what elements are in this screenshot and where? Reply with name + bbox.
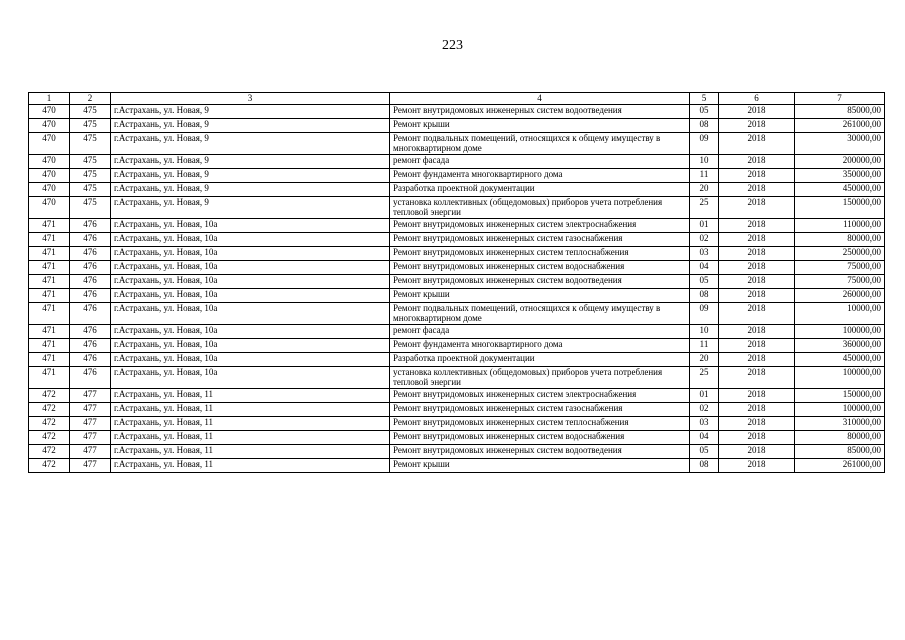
table-row [29,218,885,232]
cell-year: 2018 [719,416,795,430]
cell-year: 2018 [719,458,795,472]
table-row [29,444,885,458]
cell-work-type: Ремонт крыши [390,288,690,302]
cell-house-id: 476 [70,324,111,338]
table-row [29,182,885,196]
cell-cost: 100000,00 [795,324,885,338]
cell-work-type: Ремонт внутридомовых инженерных систем водоотведения [390,444,690,458]
cell-address: г.Астрахань, ул. Новая, 10а [111,288,390,302]
cell-year: 2018 [719,352,795,366]
cell-address: г.Астрахань, ул. Новая, 11 [111,444,390,458]
cell-address: г.Астрахань, ул. Новая, 10а [111,246,390,260]
cell-work-code: 05 [690,104,719,118]
cell-work-code: 02 [690,232,719,246]
table-row [29,402,885,416]
cell-number: 472 [29,444,70,458]
table-body [29,104,885,472]
cell-cost: 100000,00 [795,366,885,388]
cell-address: г.Астрахань, ул. Новая, 9 [111,196,390,218]
cell-work-type: Ремонт внутридомовых инженерных систем электроснабжения [390,218,690,232]
cell-work-type: Ремонт внутридомовых инженерных систем водоотведения [390,104,690,118]
cell-house-id: 476 [70,302,111,324]
cell-cost: 310000,00 [795,416,885,430]
cell-house-id: 477 [70,416,111,430]
cell-number: 472 [29,416,70,430]
page-number: 223 [442,38,463,53]
cell-work-type: Ремонт внутридомовых инженерных систем теплоснабжения [390,246,690,260]
cell-work-type: Ремонт внутридомовых инженерных систем водоснабжения [390,260,690,274]
cell-address: г.Астрахань, ул. Новая, 11 [111,416,390,430]
cell-address: г.Астрахань, ул. Новая, 10а [111,274,390,288]
cell-cost: 450000,00 [795,182,885,196]
cell-work-code: 01 [690,218,719,232]
cell-cost: 250000,00 [795,246,885,260]
cell-work-type: Ремонт подвальных помещений, относящихся к общему имуществу в многоквартирном доме [390,302,690,324]
cell-address: г.Астрахань, ул. Новая, 11 [111,458,390,472]
cell-work-code: 10 [690,324,719,338]
cell-house-id: 477 [70,430,111,444]
cell-number: 471 [29,352,70,366]
cell-work-code: 01 [690,388,719,402]
table-row [29,352,885,366]
cell-number: 471 [29,274,70,288]
cell-work-type: установка коллективных (общедомовых) приборов учета потребления тепловой энергии [390,366,690,388]
cell-address: г.Астрахань, ул. Новая, 10а [111,302,390,324]
cell-number: 470 [29,154,70,168]
cell-number: 470 [29,104,70,118]
cell-year: 2018 [719,302,795,324]
cell-year: 2018 [719,388,795,402]
table-row [29,154,885,168]
cell-cost: 80000,00 [795,232,885,246]
table-row [29,246,885,260]
cell-year: 2018 [719,366,795,388]
cell-number: 470 [29,182,70,196]
table-row [29,324,885,338]
cell-address: г.Астрахань, ул. Новая, 10а [111,232,390,246]
cell-work-code: 25 [690,196,719,218]
cell-house-id: 476 [70,274,111,288]
cell-work-code: 04 [690,430,719,444]
table-header-row [29,93,885,105]
cell-house-id: 476 [70,352,111,366]
cell-house-id: 476 [70,246,111,260]
table-row [29,430,885,444]
cell-work-code: 09 [690,132,719,154]
cell-work-type: Ремонт внутридомовых инженерных систем водоотведения [390,274,690,288]
cell-work-type: Ремонт внутридомовых инженерных систем газоснабжения [390,232,690,246]
cell-work-type: Ремонт фундамента многоквартирного дома [390,168,690,182]
cell-work-code: 08 [690,118,719,132]
cell-house-id: 476 [70,232,111,246]
cell-cost: 200000,00 [795,154,885,168]
cell-number: 470 [29,168,70,182]
cell-number: 472 [29,458,70,472]
cell-work-code: 25 [690,366,719,388]
cell-work-type: Ремонт внутридомовых инженерных систем теплоснабжения [390,416,690,430]
table-row [29,118,885,132]
cell-year: 2018 [719,402,795,416]
column-header: 3 [111,93,390,105]
cell-cost: 100000,00 [795,402,885,416]
cell-work-type: Ремонт внутридомовых инженерных систем водоснабжения [390,430,690,444]
cell-house-id: 477 [70,458,111,472]
cell-number: 470 [29,132,70,154]
table-row [29,302,885,324]
cell-address: г.Астрахань, ул. Новая, 11 [111,402,390,416]
table-row [29,416,885,430]
cell-cost: 450000,00 [795,352,885,366]
cell-work-code: 02 [690,402,719,416]
column-header: 4 [390,93,690,105]
cell-number: 471 [29,338,70,352]
cell-year: 2018 [719,430,795,444]
cell-year: 2018 [719,118,795,132]
cell-house-id: 475 [70,132,111,154]
cell-year: 2018 [719,260,795,274]
cell-number: 472 [29,402,70,416]
cell-work-code: 20 [690,352,719,366]
cell-cost: 85000,00 [795,444,885,458]
cell-year: 2018 [719,288,795,302]
column-header: 7 [795,93,885,105]
cell-number: 471 [29,366,70,388]
cell-work-type: Разработка проектной документации [390,352,690,366]
cell-address: г.Астрахань, ул. Новая, 9 [111,132,390,154]
table-row [29,338,885,352]
cell-cost: 85000,00 [795,104,885,118]
cell-year: 2018 [719,182,795,196]
cell-year: 2018 [719,444,795,458]
cell-cost: 261000,00 [795,118,885,132]
cell-year: 2018 [719,104,795,118]
table-row [29,288,885,302]
cell-house-id: 476 [70,260,111,274]
cell-address: г.Астрахань, ул. Новая, 10а [111,324,390,338]
cell-house-id: 475 [70,104,111,118]
column-header: 5 [690,93,719,105]
cell-house-id: 476 [70,338,111,352]
cell-work-code: 03 [690,416,719,430]
table-row [29,388,885,402]
cell-year: 2018 [719,232,795,246]
cell-cost: 260000,00 [795,288,885,302]
cell-work-type: Разработка проектной документации [390,182,690,196]
cell-work-code: 11 [690,338,719,352]
cell-number: 470 [29,196,70,218]
cell-work-code: 04 [690,260,719,274]
cell-number: 472 [29,388,70,402]
cell-number: 471 [29,324,70,338]
cell-work-type: Ремонт внутридомовых инженерных систем газоснабжения [390,402,690,416]
cell-work-code: 03 [690,246,719,260]
cell-cost: 80000,00 [795,430,885,444]
cell-address: г.Астрахань, ул. Новая, 9 [111,154,390,168]
cell-cost: 75000,00 [795,274,885,288]
cell-work-type: Ремонт подвальных помещений, относящихся к общему имуществу в многоквартирном доме [390,132,690,154]
table-row [29,168,885,182]
cell-address: г.Астрахань, ул. Новая, 9 [111,168,390,182]
cell-house-id: 477 [70,444,111,458]
column-header: 1 [29,93,70,105]
cell-address: г.Астрахань, ул. Новая, 9 [111,118,390,132]
cell-number: 472 [29,430,70,444]
cell-number: 471 [29,218,70,232]
cell-cost: 75000,00 [795,260,885,274]
cell-work-type: установка коллективных (общедомовых) приборов учета потребления тепловой энергии [390,196,690,218]
cell-year: 2018 [719,324,795,338]
cell-house-id: 475 [70,168,111,182]
cell-address: г.Астрахань, ул. Новая, 10а [111,260,390,274]
table-row [29,260,885,274]
cell-work-type: Ремонт крыши [390,118,690,132]
cell-year: 2018 [719,196,795,218]
cell-address: г.Астрахань, ул. Новая, 10а [111,218,390,232]
cell-address: г.Астрахань, ул. Новая, 9 [111,104,390,118]
cell-year: 2018 [719,218,795,232]
cell-house-id: 477 [70,388,111,402]
cell-number: 471 [29,288,70,302]
cell-work-type: Ремонт внутридомовых инженерных систем электроснабжения [390,388,690,402]
cell-number: 471 [29,302,70,324]
cell-work-code: 11 [690,168,719,182]
cell-address: г.Астрахань, ул. Новая, 11 [111,430,390,444]
cell-year: 2018 [719,154,795,168]
cell-cost: 30000,00 [795,132,885,154]
table-row [29,458,885,472]
cell-work-type: ремонт фасада [390,324,690,338]
cell-work-type: ремонт фасада [390,154,690,168]
cell-number: 471 [29,246,70,260]
table-row [29,132,885,154]
cell-house-id: 476 [70,288,111,302]
column-header: 2 [70,93,111,105]
column-header: 6 [719,93,795,105]
cell-house-id: 476 [70,218,111,232]
cell-cost: 110000,00 [795,218,885,232]
table-row [29,274,885,288]
table-row [29,232,885,246]
cell-year: 2018 [719,338,795,352]
cell-work-code: 10 [690,154,719,168]
cell-house-id: 475 [70,154,111,168]
cell-cost: 10000,00 [795,302,885,324]
cell-address: г.Астрахань, ул. Новая, 10а [111,352,390,366]
table-row [29,196,885,218]
cell-house-id: 475 [70,182,111,196]
cell-work-code: 05 [690,274,719,288]
cell-house-id: 475 [70,118,111,132]
cell-year: 2018 [719,274,795,288]
cell-address: г.Астрахань, ул. Новая, 9 [111,182,390,196]
cell-cost: 150000,00 [795,388,885,402]
cell-number: 471 [29,260,70,274]
cell-house-id: 477 [70,402,111,416]
table-row [29,104,885,118]
cell-cost: 150000,00 [795,196,885,218]
cell-work-code: 09 [690,302,719,324]
cell-cost: 360000,00 [795,338,885,352]
cell-year: 2018 [719,168,795,182]
cell-address: г.Астрахань, ул. Новая, 10а [111,338,390,352]
cell-work-code: 20 [690,182,719,196]
cell-work-code: 05 [690,444,719,458]
cell-address: г.Астрахань, ул. Новая, 11 [111,388,390,402]
cell-work-type: Ремонт крыши [390,458,690,472]
cell-cost: 350000,00 [795,168,885,182]
cell-number: 470 [29,118,70,132]
table-row [29,366,885,388]
cell-cost: 261000,00 [795,458,885,472]
cell-house-id: 476 [70,366,111,388]
cell-house-id: 475 [70,196,111,218]
cell-year: 2018 [719,132,795,154]
cell-work-code: 08 [690,458,719,472]
cell-year: 2018 [719,246,795,260]
cell-address: г.Астрахань, ул. Новая, 10а [111,366,390,388]
cell-work-code: 08 [690,288,719,302]
cell-number: 471 [29,232,70,246]
repair-plan-table [28,92,885,473]
cell-work-type: Ремонт фундамента многоквартирного дома [390,338,690,352]
